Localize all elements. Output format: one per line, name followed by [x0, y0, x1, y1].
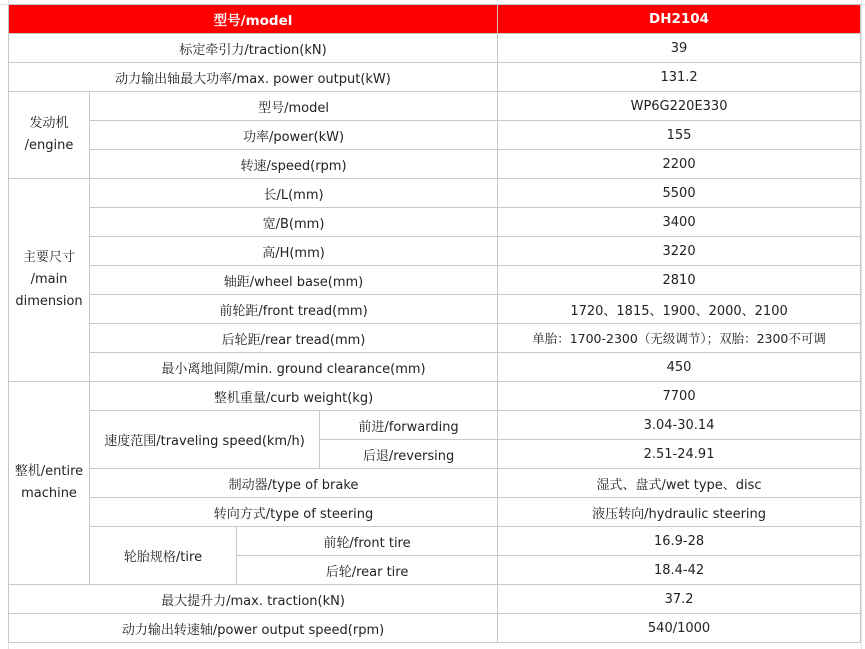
traction-label[interactable]: 标定牵引力/traction(kN)	[9, 34, 498, 63]
forward-value[interactable]: 3.04-30.14	[498, 411, 861, 440]
brake-value[interactable]: 湿式、盘式/wet type、disc	[498, 469, 861, 498]
clearance-label[interactable]: 最小离地间隙/min. ground clearance(mm)	[90, 353, 498, 382]
lift-value[interactable]: 37.2	[498, 585, 861, 614]
forward-label[interactable]: 前进/forwarding	[320, 411, 498, 440]
steering-label[interactable]: 转向方式/type of steering	[90, 498, 498, 527]
table-row	[9, 527, 861, 556]
engine-group-text: 发动机 /engine	[24, 116, 74, 153]
table-row	[9, 411, 861, 440]
table-row	[9, 208, 861, 237]
rear-tire-label[interactable]: 后轮/rear tire	[237, 556, 498, 585]
table-row	[9, 121, 861, 150]
reverse-value[interactable]: 2.51-24.91	[498, 440, 861, 469]
table-row	[9, 585, 861, 614]
engine-speed-value[interactable]: 2200	[498, 150, 861, 179]
machine-group-text: 整机/entire machine	[14, 464, 84, 501]
wheelbase-label[interactable]: 轴距/wheel base(mm)	[90, 266, 498, 295]
width-label[interactable]: 宽/B(mm)	[90, 208, 498, 237]
wheelbase-value[interactable]: 2810	[498, 266, 861, 295]
rear-tire-value[interactable]: 18.4-42	[498, 556, 861, 585]
engine-model-value[interactable]: WP6G220E330	[498, 92, 861, 121]
engine-power-label[interactable]: 功率/power(kW)	[90, 121, 498, 150]
dimension-group-text: 主要尺寸 /main dimension	[15, 250, 83, 309]
length-label[interactable]: 长/L(mm)	[90, 179, 498, 208]
table-row	[9, 63, 861, 92]
pto-power-label[interactable]: 动力输出轴最大功率/max. power output(kW)	[9, 63, 498, 92]
table-row	[9, 150, 861, 179]
table-header-row	[9, 5, 861, 34]
table-row	[9, 498, 861, 527]
engine-power-value[interactable]: 155	[498, 121, 861, 150]
pto-speed-label[interactable]: 动力输出转速轴/power output speed(rpm)	[9, 614, 498, 643]
machine-group-label[interactable]	[9, 382, 90, 585]
sheet-gridline-right	[861, 0, 865, 649]
table-row	[9, 382, 861, 411]
header-model-label[interactable]: 型号/model	[9, 5, 498, 34]
front-tire-value[interactable]: 16.9-28	[498, 527, 861, 556]
tire-label[interactable]: 轮胎规格/tire	[90, 527, 237, 585]
weight-value[interactable]: 7700	[498, 382, 861, 411]
engine-speed-label[interactable]: 转速/speed(rpm)	[90, 150, 498, 179]
engine-group-label[interactable]	[9, 92, 90, 179]
weight-label[interactable]: 整机重量/curb weight(kg)	[90, 382, 498, 411]
front-tire-label[interactable]: 前轮/front tire	[237, 527, 498, 556]
reverse-label[interactable]: 后退/reversing	[320, 440, 498, 469]
table-row	[9, 614, 861, 643]
lift-label[interactable]: 最大提升力/max. traction(kN)	[9, 585, 498, 614]
table-row	[9, 237, 861, 266]
height-label[interactable]: 高/H(mm)	[90, 237, 498, 266]
table-row	[9, 34, 861, 63]
clearance-value[interactable]: 450	[498, 353, 861, 382]
pto-speed-value[interactable]: 540/1000	[498, 614, 861, 643]
rear-tread-value[interactable]: 单胎：1700-2300（无级调节）；双胎：2300不可调	[498, 324, 861, 353]
pto-power-value[interactable]: 131.2	[498, 63, 861, 92]
table-row	[9, 469, 861, 498]
engine-model-label[interactable]: 型号/model	[90, 92, 498, 121]
dimension-group-label[interactable]	[9, 179, 90, 382]
table-row	[9, 266, 861, 295]
width-value[interactable]: 3400	[498, 208, 861, 237]
brake-label[interactable]: 制动器/type of brake	[90, 469, 498, 498]
table-row	[9, 324, 861, 353]
header-model-value[interactable]: DH2104	[498, 5, 861, 34]
traction-value[interactable]: 39	[498, 34, 861, 63]
spec-table	[8, 4, 861, 643]
height-value[interactable]: 3220	[498, 237, 861, 266]
steering-value[interactable]: 液压转向/hydraulic steering	[498, 498, 861, 527]
rear-tread-label[interactable]: 后轮距/rear tread(mm)	[90, 324, 498, 353]
table-row	[9, 353, 861, 382]
table-row	[9, 92, 861, 121]
speed-range-label[interactable]: 速度范围/traveling speed(km/h)	[90, 411, 320, 469]
length-value[interactable]: 5500	[498, 179, 861, 208]
front-tread-label[interactable]: 前轮距/front tread(mm)	[90, 295, 498, 324]
table-row	[9, 295, 861, 324]
table-row	[9, 179, 861, 208]
front-tread-value[interactable]: 1720、1815、1900、2000、2100	[498, 295, 861, 324]
